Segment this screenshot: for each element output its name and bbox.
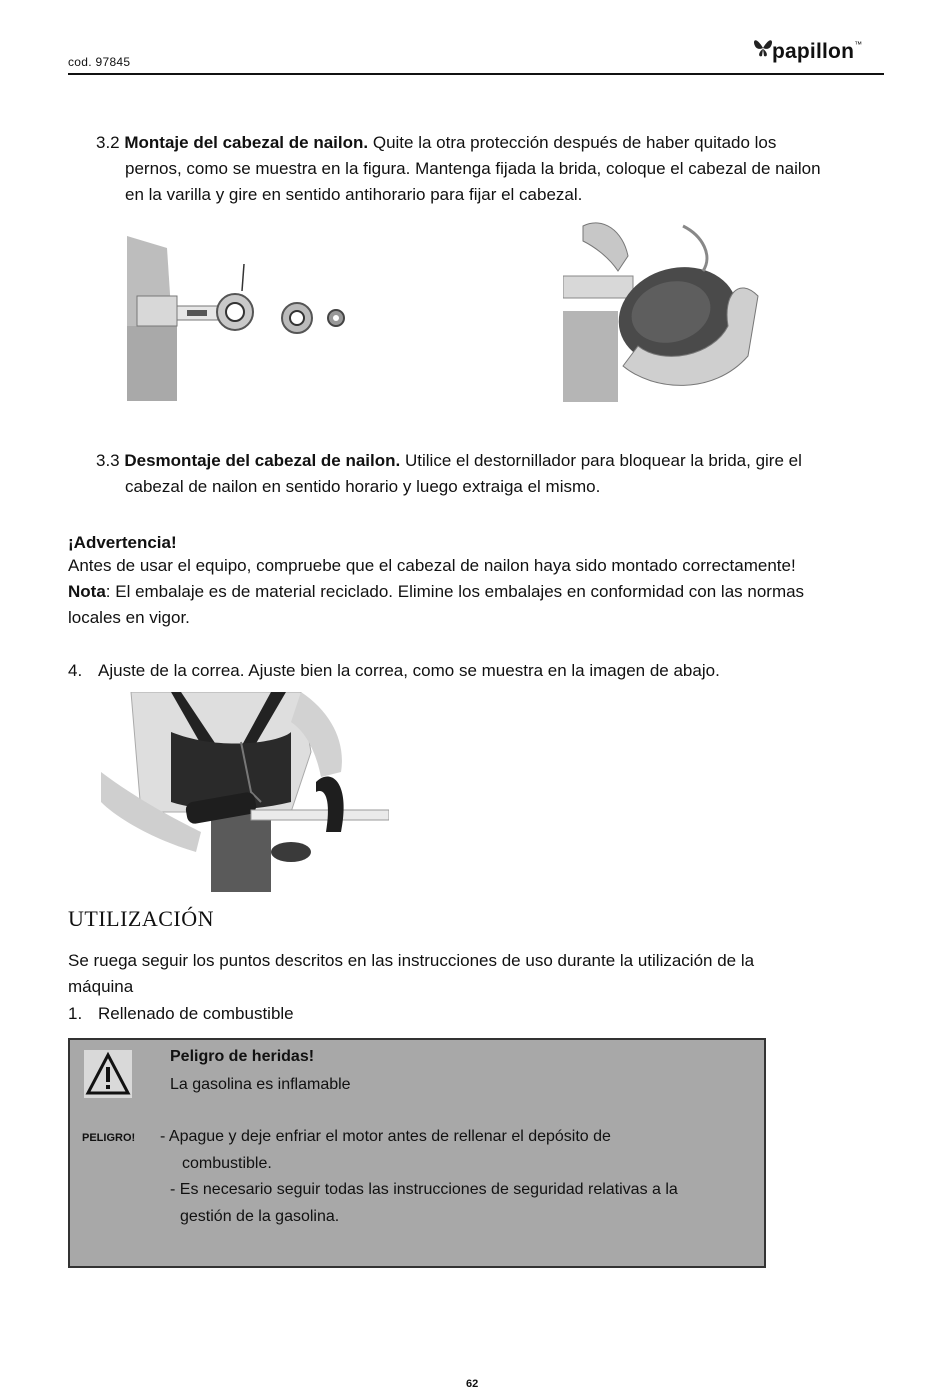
section-3-2-line3: en la varilla y gire en sentido antihorario para fijar el cabezal. <box>125 185 583 204</box>
utilizacion-line1: Se ruega seguir los puntos descritos en las instrucciones de uso durante la utilización de la <box>68 951 755 970</box>
section-3-2-title: Montaje del cabezal de nailon. <box>124 133 369 152</box>
brand-trademark: ™ <box>854 40 863 49</box>
danger-title: Peligro de heridas! <box>170 1048 315 1065</box>
note-line2: locales en vigor. <box>68 608 190 627</box>
danger-subtitle: La gasolina es inflamable <box>170 1076 351 1093</box>
section-3-3-text1: Utilice el destornillador para bloquear la brida, gire el <box>404 451 802 470</box>
warning-title: ¡Advertencia! <box>68 533 177 552</box>
danger-label: PELIGRO! <box>82 1132 136 1144</box>
item-1-text: Rellenado de combustible <box>98 1004 294 1023</box>
brand-logo <box>752 30 872 70</box>
utilizacion-line2: máquina <box>68 977 134 996</box>
mounting-head-photo <box>563 216 763 402</box>
item-1-number: 1. <box>68 1004 83 1023</box>
product-code: cod. 97845 <box>68 55 131 69</box>
step-4-text: Ajuste de la correa. Ajuste bien la correa, como se muestra en la imagen de abajo. <box>98 661 720 680</box>
section-3-3-number: 3.3 <box>96 451 120 470</box>
section-3-3-line2: cabezal de nailon en sentido horario y luego extraiga el mismo. <box>125 477 601 496</box>
nylon-head-parts-photo <box>127 236 377 401</box>
section-3-2-line2: pernos, como se muestra en la figura. Mantenga fijada la brida, coloque el cabezal de nailon <box>125 159 821 178</box>
section-3-2-number: 3.2 <box>96 133 120 152</box>
butterfly-icon <box>752 34 774 60</box>
section-3-3-title: Desmontaje del cabezal de nailon. <box>124 451 401 470</box>
note-label: Nota <box>68 582 106 601</box>
step-4-number: 4. <box>68 661 83 680</box>
page-number: 62 <box>466 1378 479 1390</box>
danger-box <box>68 1038 766 1268</box>
header-rule <box>68 73 884 75</box>
danger-bullet-2-line2: gestión de la gasolina. <box>180 1208 340 1225</box>
section-3-2-line1 <box>96 130 896 156</box>
danger-bullet-1-line2: combustible. <box>182 1155 272 1172</box>
section-3-2-text1: Quite la otra protección después de haber quitado los <box>372 133 777 152</box>
danger-bullet-1-line1: - Apague y deje enfriar el motor antes de rellenar el depósito de <box>160 1128 611 1145</box>
note-line1 <box>68 579 918 605</box>
warning-triangle-icon <box>84 1050 132 1098</box>
note-text: : El embalaje es de material reciclado. Elimine los embalajes en conformidad con las normas <box>105 582 805 601</box>
danger-bullet-2-line1: - Es necesario seguir todas las instrucciones de seguridad relativas a la <box>170 1181 678 1198</box>
section-3-3-line1 <box>96 448 896 474</box>
section-heading-utilizacion: UTILIZACIÓN <box>68 906 215 931</box>
warning-text: Antes de usar el equipo, compruebe que el cabezal de nailon haya sido montado correctamente! <box>68 556 796 575</box>
strap-adjustment-photo <box>101 692 389 892</box>
brand-name: papillon <box>772 40 855 63</box>
